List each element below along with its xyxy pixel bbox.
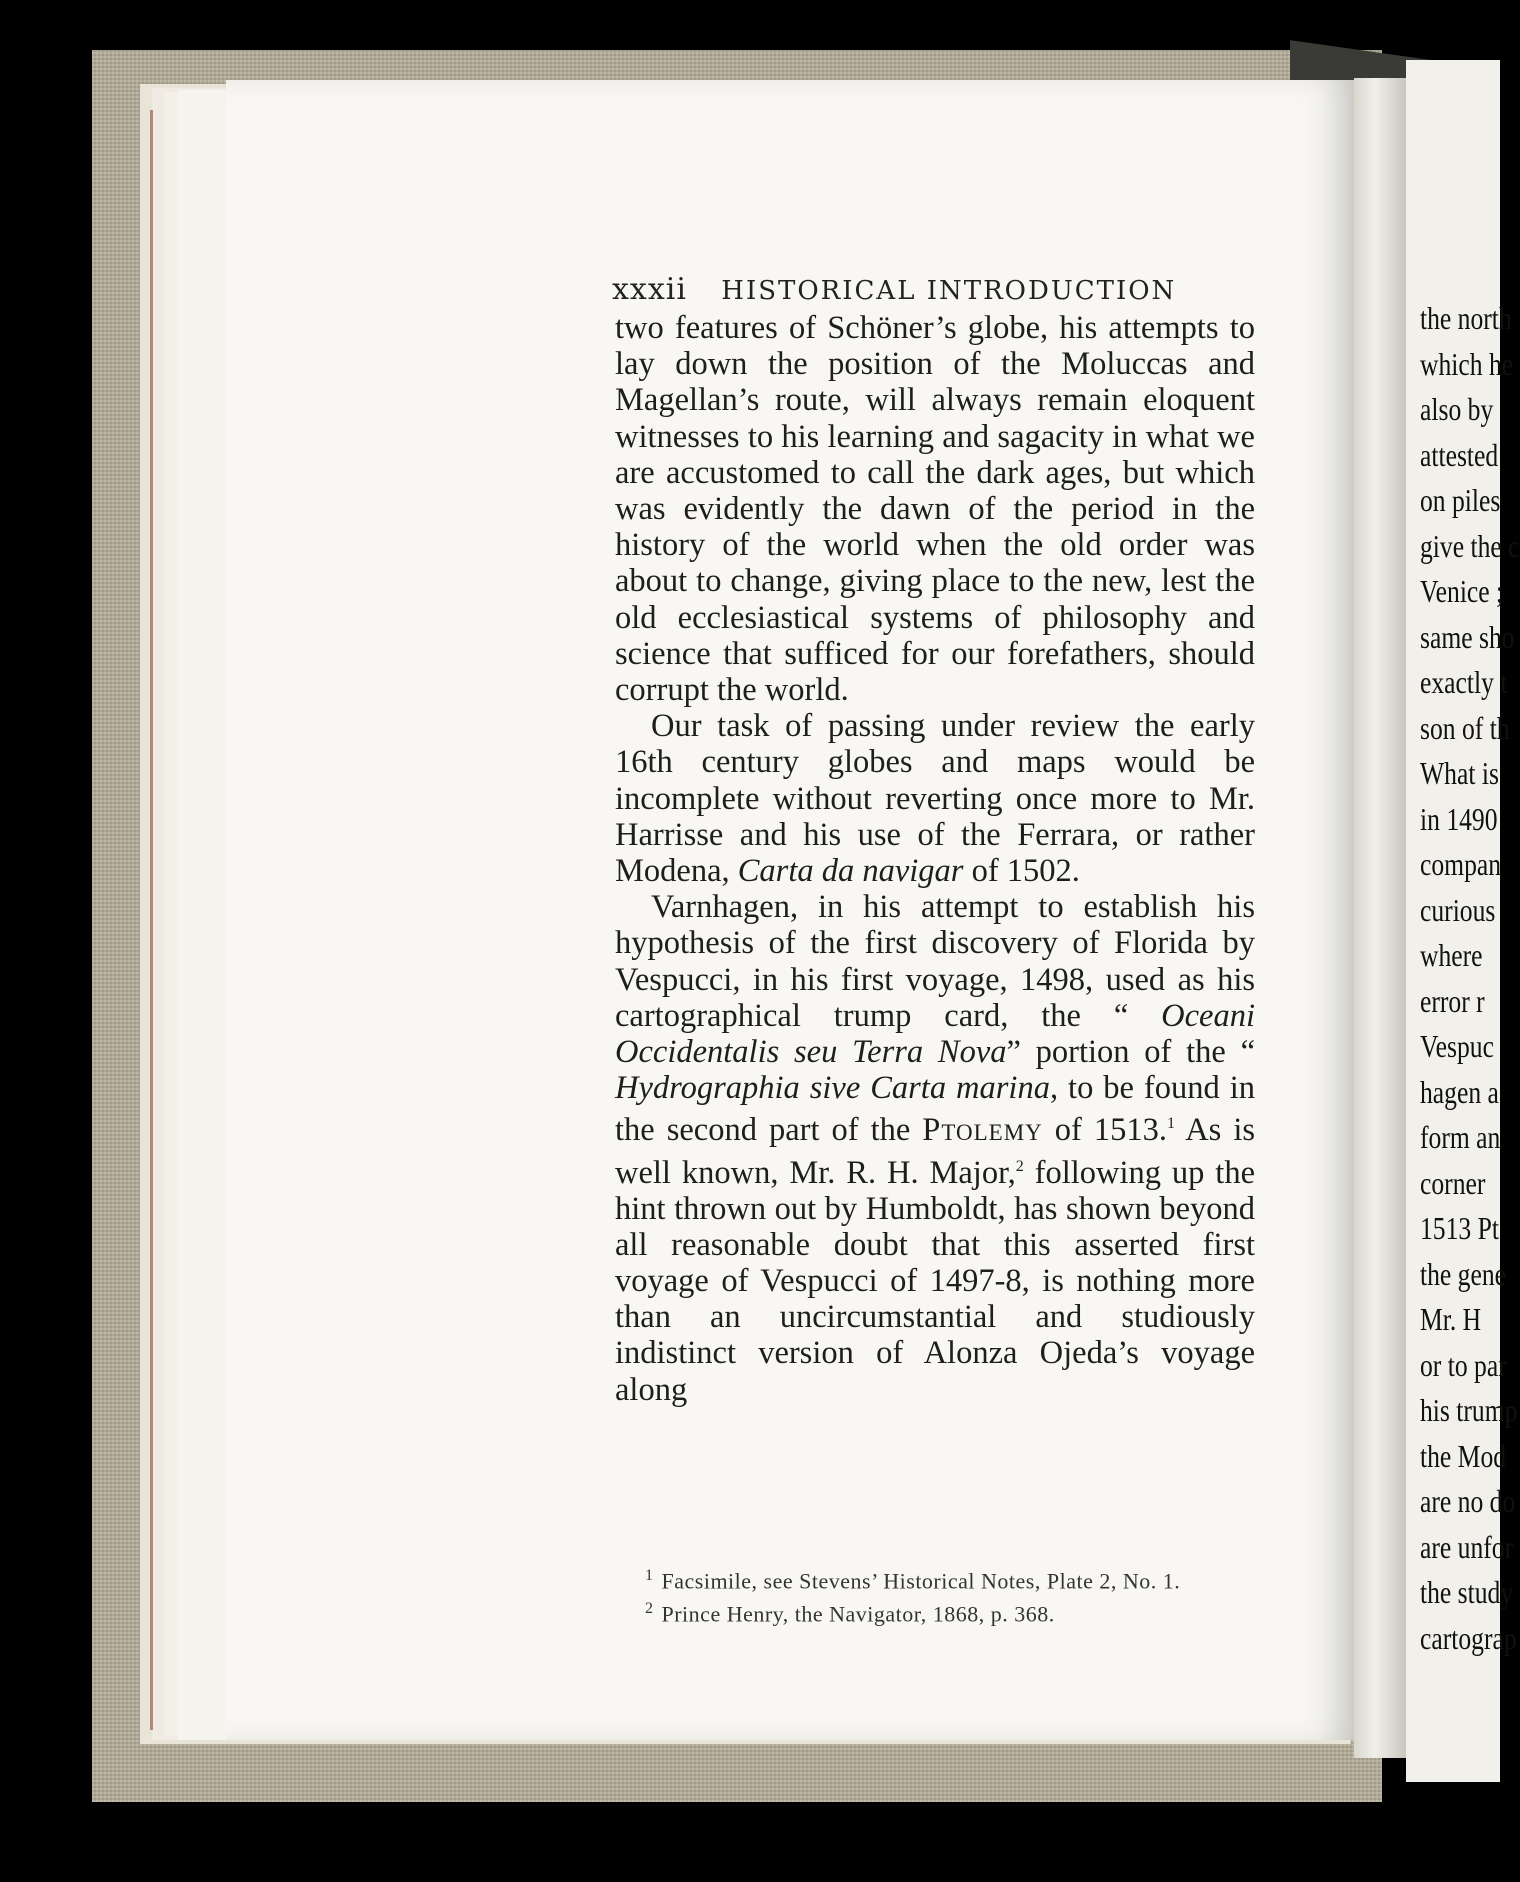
facing-page-line: form an	[1420, 1119, 1501, 1155]
facing-page-line: in 1490	[1420, 800, 1498, 837]
book-gutter	[1354, 78, 1406, 1758]
footnote	[645, 1562, 1265, 1595]
facing-page-line: the gene	[1420, 1255, 1506, 1292]
facing-page-line: compan	[1420, 846, 1502, 882]
facing-page-line: 1513 Pt	[1420, 1210, 1499, 1246]
footnote-ref: 2	[1015, 1157, 1024, 1175]
facing-page-line: on piles	[1420, 482, 1501, 518]
footnote	[645, 1595, 1265, 1628]
facing-page-line: or to par	[1420, 1346, 1507, 1383]
footnote-number: 1	[645, 1567, 654, 1584]
paragraph: two features of Schöner’s globe, his attempts to lay down the position of the Moluccas and Magellan’s route, will always remain eloquent witnesses to his learning and sagacity in what we are accustomed to call the dark ages, but which was evidently the dawn of the period in the history of the world when the old order was about to change, giving place to the new, lest the old ecclesiastical systems of philosophy and science that sufficed for our forefathers, should corrupt the world.	[615, 310, 1255, 709]
facing-page-line: cartograp	[1420, 1619, 1517, 1656]
facing-page-line: the study	[1420, 1574, 1514, 1610]
footnotes	[645, 1562, 1265, 1629]
facing-page-line: exactly t	[1420, 664, 1508, 700]
text-run: Varnhagen, in his attempt to establish his hypothesis of the first discovery of Florida by Vespucci, in his first voyage, 1498, used as his cartographical trump card, the “	[615, 889, 1255, 1034]
facing-page-line: Venice ;	[1420, 573, 1504, 609]
facing-page-line: the north	[1420, 300, 1512, 336]
facing-page-line: Vespuc	[1420, 1028, 1494, 1064]
text-run: , to be found in the second part of the	[615, 1070, 1256, 1149]
facing-page-line: the Mod	[1420, 1437, 1507, 1474]
footnote-text: Facsimile, see Stevens’ Historical Notes, Plate 2, No. 1.	[661, 1568, 1181, 1594]
facing-page-line: Mr. H	[1420, 1301, 1482, 1337]
facing-page-line: also by	[1420, 391, 1494, 427]
facing-page-line: What is	[1420, 755, 1499, 791]
footnote-number: 2	[645, 1600, 654, 1618]
italic-title: Carta da navigar	[737, 853, 964, 890]
facing-page-line: his trump	[1420, 1392, 1518, 1428]
facing-page-line: give the c	[1420, 527, 1520, 564]
facing-page-line: corner	[1420, 1164, 1486, 1201]
body-text	[615, 310, 1255, 1408]
paragraph	[615, 889, 1255, 1408]
footnote-text: Prince Henry, the Navigator, 1868, p. 368.	[661, 1601, 1055, 1627]
facing-page-line: son of th	[1420, 709, 1510, 746]
running-head	[612, 272, 1176, 307]
small-caps-name: Ptolemy	[922, 1112, 1043, 1149]
facing-page-line: which he	[1420, 345, 1514, 382]
facing-page-line: attested	[1420, 436, 1499, 473]
text-run: of 1502.	[963, 853, 1080, 890]
facing-page-line: are unfor	[1420, 1528, 1514, 1565]
running-title: HISTORICAL INTRODUCTION	[721, 276, 1177, 306]
facing-page-line: same sho	[1420, 618, 1515, 655]
text-run: following up the hint thrown out by Humboldt, has shown beyond all reasonable doubt that this asserted first voyage of Vespucci of 1497-8, is nothing more than an uncircumstantial and studiously indistinct version of Alonza Ojeda’s voyage along	[615, 1154, 1256, 1408]
italic-title: Oceani Occidentalis seu Terra Nova	[615, 997, 1255, 1071]
page-number: xxxii	[612, 272, 687, 307]
paragraph	[615, 708, 1255, 889]
facing-page-line: error r	[1420, 982, 1485, 1019]
facing-page-line: curious	[1420, 891, 1496, 928]
text-run: of 1513.	[1042, 1112, 1167, 1149]
text-run: ” portion of the “	[1006, 1034, 1256, 1071]
footnote-ref: 1	[1166, 1115, 1175, 1133]
page-edge-stain	[150, 110, 153, 1730]
text-run: As is well known, Mr. R. H. Major,	[615, 1112, 1255, 1191]
facing-page-line: where	[1420, 937, 1483, 973]
facing-page-line: hagen a	[1420, 1073, 1499, 1110]
text-run: Our task of passing under review the early 16th century globes and maps would be incomplete without reverting once more to Mr. Harrisse and his use of the Ferrara, or rather Modena,	[615, 708, 1255, 890]
facing-page-line: are no do	[1420, 1483, 1516, 1519]
italic-title: Hydrographia sive Carta marina	[615, 1070, 1050, 1107]
facing-page	[1406, 60, 1520, 1782]
